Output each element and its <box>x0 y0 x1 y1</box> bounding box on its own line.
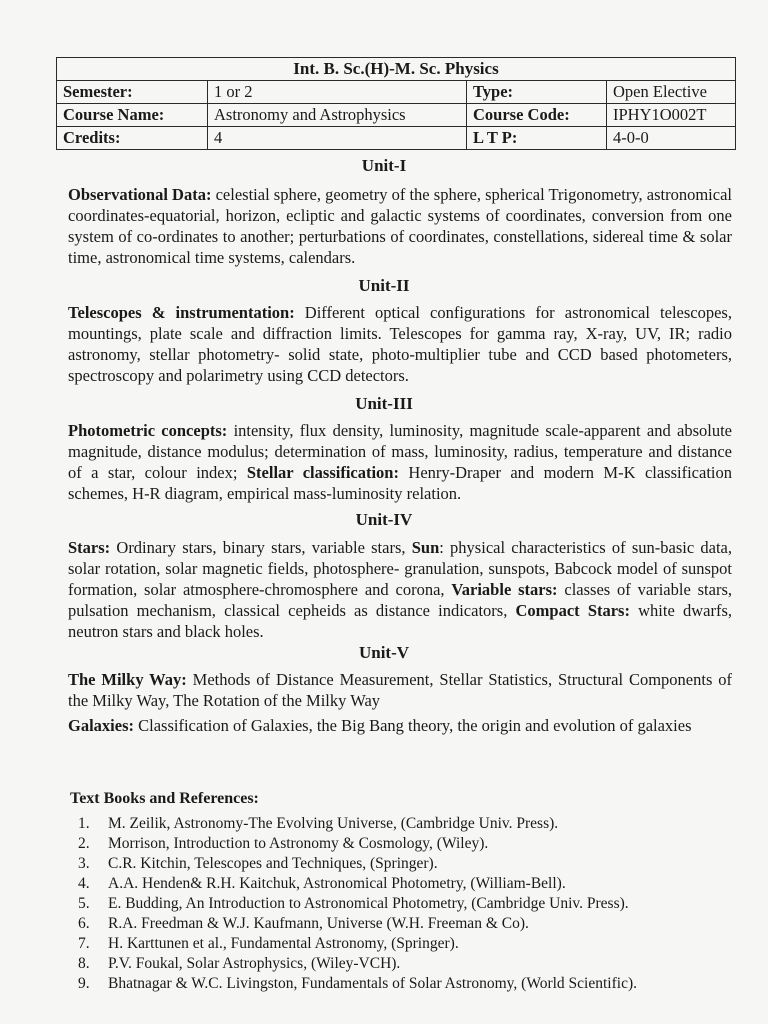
reference-text: Bhatnagar & W.C. Livingston, Fundamentals of Solar Astronomy, (World Scientific). <box>108 975 637 992</box>
bold-term: Variable stars: <box>451 580 558 599</box>
course-name-value: Astronomy and Astrophysics <box>208 104 467 127</box>
program-title: Int. B. Sc.(H)-M. Sc. Physics <box>57 58 736 81</box>
unit-5-paragraph-milky-way <box>68 669 732 711</box>
reference-text: A.A. Henden& R.H. Kaitchuk, Astronomical Photometry, (William-Bell). <box>108 875 566 892</box>
semester-value: 1 or 2 <box>208 81 467 104</box>
list-item <box>78 914 738 934</box>
ltp-label: L T P: <box>467 127 607 150</box>
paragraph-text: Different optical configurations for astronomical telescopes, mountings, plate scale and diffraction limits. Telescopes for gamma ray, X-ray, UV, IR; radio astronomy, stellar photometry- solid state, photo-multiplier tube and CCD based photometers, spectroscopy and polarimetry using CCD detectors. <box>68 303 732 385</box>
paragraph-text: white dwarfs, neutron stars and black holes. <box>68 601 732 641</box>
paragraph-text: intensity, flux density, luminosity, magnitude scale-apparent and absolute magnitude, distance modulus; determination of mass, luminosity, radius, temperature and distance of a star, colour index; <box>68 421 732 482</box>
bold-term: Stars: <box>68 538 111 557</box>
paragraph-text: Ordinary stars, binary stars, variable stars, <box>110 538 412 557</box>
bold-term: Compact Stars: <box>515 601 630 620</box>
bold-term: Photometric concepts: <box>68 421 228 440</box>
reference-number: 5. <box>78 895 90 912</box>
reference-text: C.R. Kitchin, Telescopes and Techniques, (Springer). <box>108 855 438 872</box>
reference-number: 8. <box>78 955 90 972</box>
references-list <box>78 814 738 994</box>
unit-4-heading: Unit-IV <box>355 510 413 529</box>
bold-term: Stellar classification: <box>246 463 399 482</box>
list-item <box>78 894 738 914</box>
paragraph-text: Henry-Draper and modern M-K classification schemes, H-R diagram, empirical mass-luminosity relation. <box>68 463 732 503</box>
unit-3-paragraph <box>68 420 732 504</box>
list-item <box>78 874 738 894</box>
course-name-label: Course Name: <box>57 104 208 127</box>
unit-5-heading: Unit-V <box>358 643 410 662</box>
paragraph-text: Classification of Galaxies, the Big Bang theory, the origin and evolution of galaxies <box>134 716 692 735</box>
paragraph-text: : physical characteristics of sun-basic data, solar rotation, solar magnetic fields, photosphere- granulation, sunspots, Babcock model of sunspot formation, solar atmosphere-chromosphere and corona, <box>68 538 732 599</box>
bold-term: Galaxies: <box>68 716 134 735</box>
list-item <box>78 974 738 994</box>
bold-term: Observational Data: <box>68 185 212 204</box>
unit-2-paragraph <box>68 302 732 386</box>
course-code-value: IPHY1O002T <box>607 104 736 127</box>
list-item <box>78 954 738 974</box>
reference-text: M. Zeilik, Astronomy-The Evolving Universe, (Cambridge Univ. Press). <box>108 815 559 832</box>
unit-5-paragraph-galaxies <box>68 715 732 736</box>
table-row <box>57 127 736 150</box>
bold-term: The Milky Way: <box>68 670 187 689</box>
paragraph-text: celestial sphere, geometry of the sphere, spherical Trigonometry, astronomical coordinates-equatorial, horizon, ecliptic and galactic systems of coordinates, conversion from one system of co-ordinates to another; perturbations of coordinates, constellations, sidereal time & solar time, astronomical time systems, calendars. <box>68 185 732 267</box>
bold-term: Sun <box>411 538 440 557</box>
reference-text: H. Karttunen et al., Fundamental Astronomy, (Springer). <box>108 935 459 952</box>
table-title-row <box>57 58 736 81</box>
credits-label: Credits: <box>57 127 208 150</box>
reference-number: 7. <box>78 935 90 952</box>
unit-4-paragraph <box>68 537 732 642</box>
type-value: Open Elective <box>607 81 736 104</box>
paragraph-text: classes of variable stars, pulsation mechanism, classical cepheids as distance indicators, <box>68 580 732 620</box>
reference-text: E. Budding, An Introduction to Astronomical Photometry, (Cambridge Univ. Press). <box>108 895 629 912</box>
course-code-label: Course Code: <box>467 104 607 127</box>
ltp-value: 4-0-0 <box>607 127 736 150</box>
reference-number: 4. <box>78 875 90 892</box>
unit-3-heading: Unit-III <box>355 394 413 413</box>
reference-number: 6. <box>78 915 90 932</box>
bold-term: Telescopes & instrumentation: <box>68 303 295 322</box>
references-title: Text Books and References: <box>70 790 259 807</box>
unit-1-heading: Unit-I <box>361 156 407 175</box>
table-row <box>57 81 736 104</box>
reference-number: 2. <box>78 835 90 852</box>
course-info-table <box>56 57 736 150</box>
list-item <box>78 834 738 854</box>
paragraph-text: Methods of Distance Measurement, Stellar Statistics, Structural Components of the Milky Way, The Rotation of the Milky Way <box>68 670 733 710</box>
reference-text: P.V. Foukal, Solar Astrophysics, (Wiley-VCH). <box>108 955 401 972</box>
semester-label: Semester: <box>57 81 208 104</box>
reference-number: 3. <box>78 855 90 872</box>
reference-text: R.A. Freedman & W.J. Kaufmann, Universe (W.H. Freeman & Co). <box>108 915 529 932</box>
list-item <box>78 934 738 954</box>
list-item <box>78 854 738 874</box>
unit-1-paragraph <box>68 184 732 268</box>
list-item <box>78 814 738 834</box>
reference-number: 1. <box>78 815 90 832</box>
table-row <box>57 104 736 127</box>
reference-text: Morrison, Introduction to Astronomy & Cosmology, (Wiley). <box>108 835 489 852</box>
credits-value: 4 <box>208 127 467 150</box>
unit-2-heading: Unit-II <box>358 276 410 295</box>
reference-number: 9. <box>78 975 90 992</box>
type-label: Type: <box>467 81 607 104</box>
